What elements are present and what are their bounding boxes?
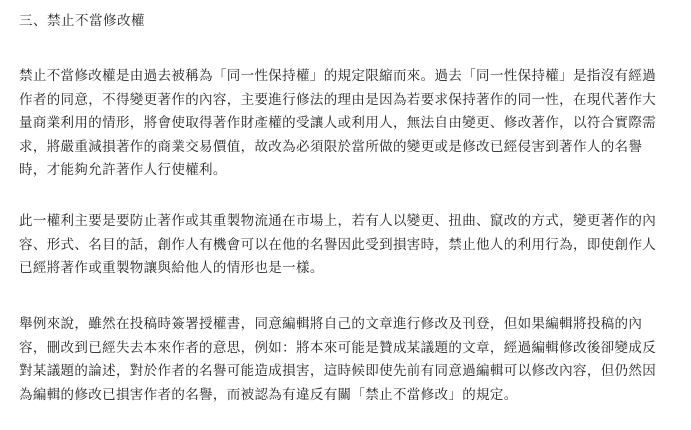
paragraph-line: 舉例來說，雖然在投稿時簽署授權書，同意編輯將自己的文章進行修改及刊登，但如果編輯將投稿的內 [19,316,643,332]
section-heading: 三、禁止不當修改權 [19,13,145,29]
paragraph-1 [19,65,683,183]
paragraph-line: 對某議題的論述，對於作者的名譽可能造成損害，這時候即使先前有同意過編輯可以修改內容，但仍然因 [19,363,657,379]
paragraph-line: 禁止不當修改權是由過去被稱為「同一性保持權」的規定限縮而來。過去「同一性保持權」是指沒有經過 [19,68,657,84]
paragraph-line: 求，將嚴重減損著作的商業交易價值，故改為必須限於當所做的變更或是修改已經侵害到著作人的名譽 [19,138,643,155]
paragraph-line: 容，刪改到已經失去本來作者的意思，例如：將本來可能是贊成某議題的文章，經過編輯修改後卻變成反 [19,339,657,356]
paragraph-line: 容、形式、名目的話，創作人有機會可以在他的名譽因此受到損害時，禁止他人的利用行為，即使創作人 [19,236,657,253]
paragraph-line: 為編輯的修改已損害作者的名譽，而被認為有違反有關「禁止不當修改」的規定。 [19,386,518,403]
paragraph-line: 已經將著作或重製物讓與給他人的情形也是一樣。 [19,260,324,276]
paragraph-3 [19,313,683,407]
paragraph-line: 時，才能夠允許著作人行使權利。 [19,162,227,178]
paragraph-line: 此一權利主要是要防止著作或其重製物流通在市場上，若有人以變更、扭曲、竄改的方式，變更著作的內 [19,213,657,229]
paragraph-line: 量商業利用的情形，將會使取得著作財產權的受讓人或利用人，無法自由變更、修改著作，以符合實際需 [19,115,657,131]
paragraph-2 [19,210,683,281]
paragraph-line: 作者的同意，不得變更著作的內容，主要進行修法的理由是因為若要求保持著作的同一性，在現代著作大 [19,91,657,108]
